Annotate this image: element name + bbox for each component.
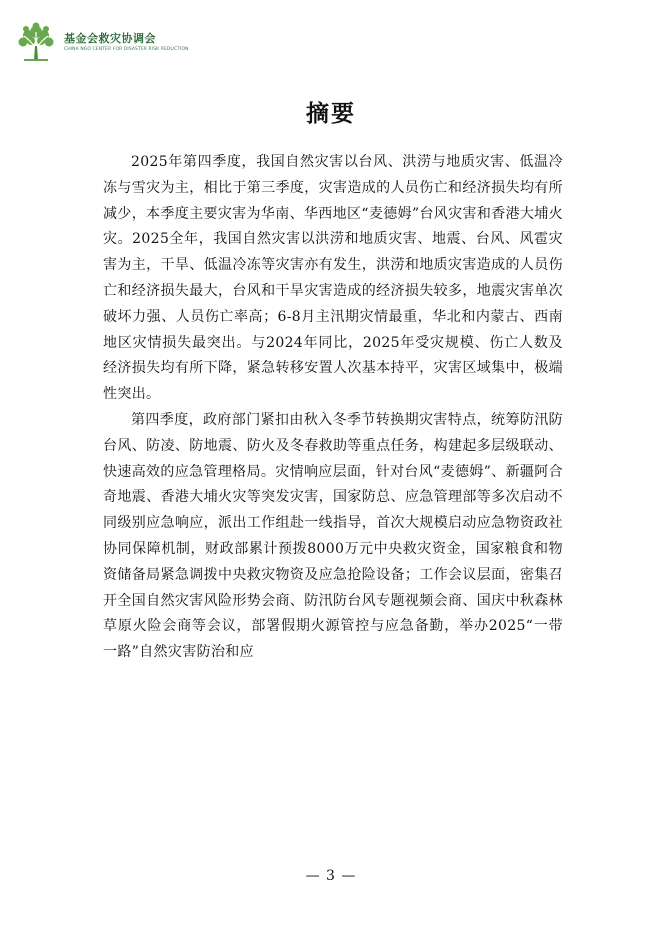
org-name: 基金会救灾协调会 <box>64 31 156 45</box>
paragraph: 第四季度，政府部门紧扣由秋入冬季节转换期灾害特点，统筹防汛防台风、防凌、防地震、防火及冬春救助等重点任务，构建起多层级联动、快速高效的应急管理格局。灾情响应层面，针对台风“麦德姆”、新疆阿合奇地震、香港大埔火灾等突发灾害，国家防总、应急管理部等多次启动不同级别应急响应，派出工作组赴一线指导，首次大规模启动应急物资政社协同保障机制，财政部累计预拨8000万元中央救灾资金，国家粮食和物资储备局紧急调拨中央救灾物资及应急抢险设备；工作会议层面，密集召开全国自然灾害风险形势会商、防汛防台风专题视频会商、国庆中秋森林草原火险会商等会议，部署假期火源管控与应急备勤，举办2025“一带一路”自然灾害防治和应 <box>103 411 563 661</box>
tree-logo-icon <box>14 20 58 64</box>
page-number: — 3 — <box>305 868 357 884</box>
body-text <box>103 150 563 666</box>
org-subtitle: CHINA NGO CENTER FOR DISASTER RISK REDUCTION <box>64 46 189 52</box>
page-title: 摘要 <box>306 101 356 127</box>
page-header <box>14 18 189 66</box>
paragraph: 2025年第四季度，我国自然灾害以台风、洪涝与地质灾害、低温冷冻与雪灾为主，相比于第三季度，灾害造成的人员伤亡和经济损失均有所减少，本季度主要灾害为华南、华西地区“麦德姆”台风灾害和香港大埔火灾。2025全年，我国自然灾害以洪涝和地质灾害、地震、台风、风雹灾害为主，干旱、低温冷冻等灾害亦有发生，洪涝和地质灾害造成的人员伤亡和经济损失最大，台风和干旱灾害造成的经济损失较多，地震灾害单次破坏力强、人员伤亡率高；6-8月主汛期灾情最重，华北和内蒙古、西南地区灾情损失最突出。与2024年同比，2025年受灾规模、伤亡人数及经济损失均有所下降，紧急转移安置人次基本持平，灾害区域集中，极端性突出。 <box>103 154 563 403</box>
org-text <box>64 32 189 53</box>
